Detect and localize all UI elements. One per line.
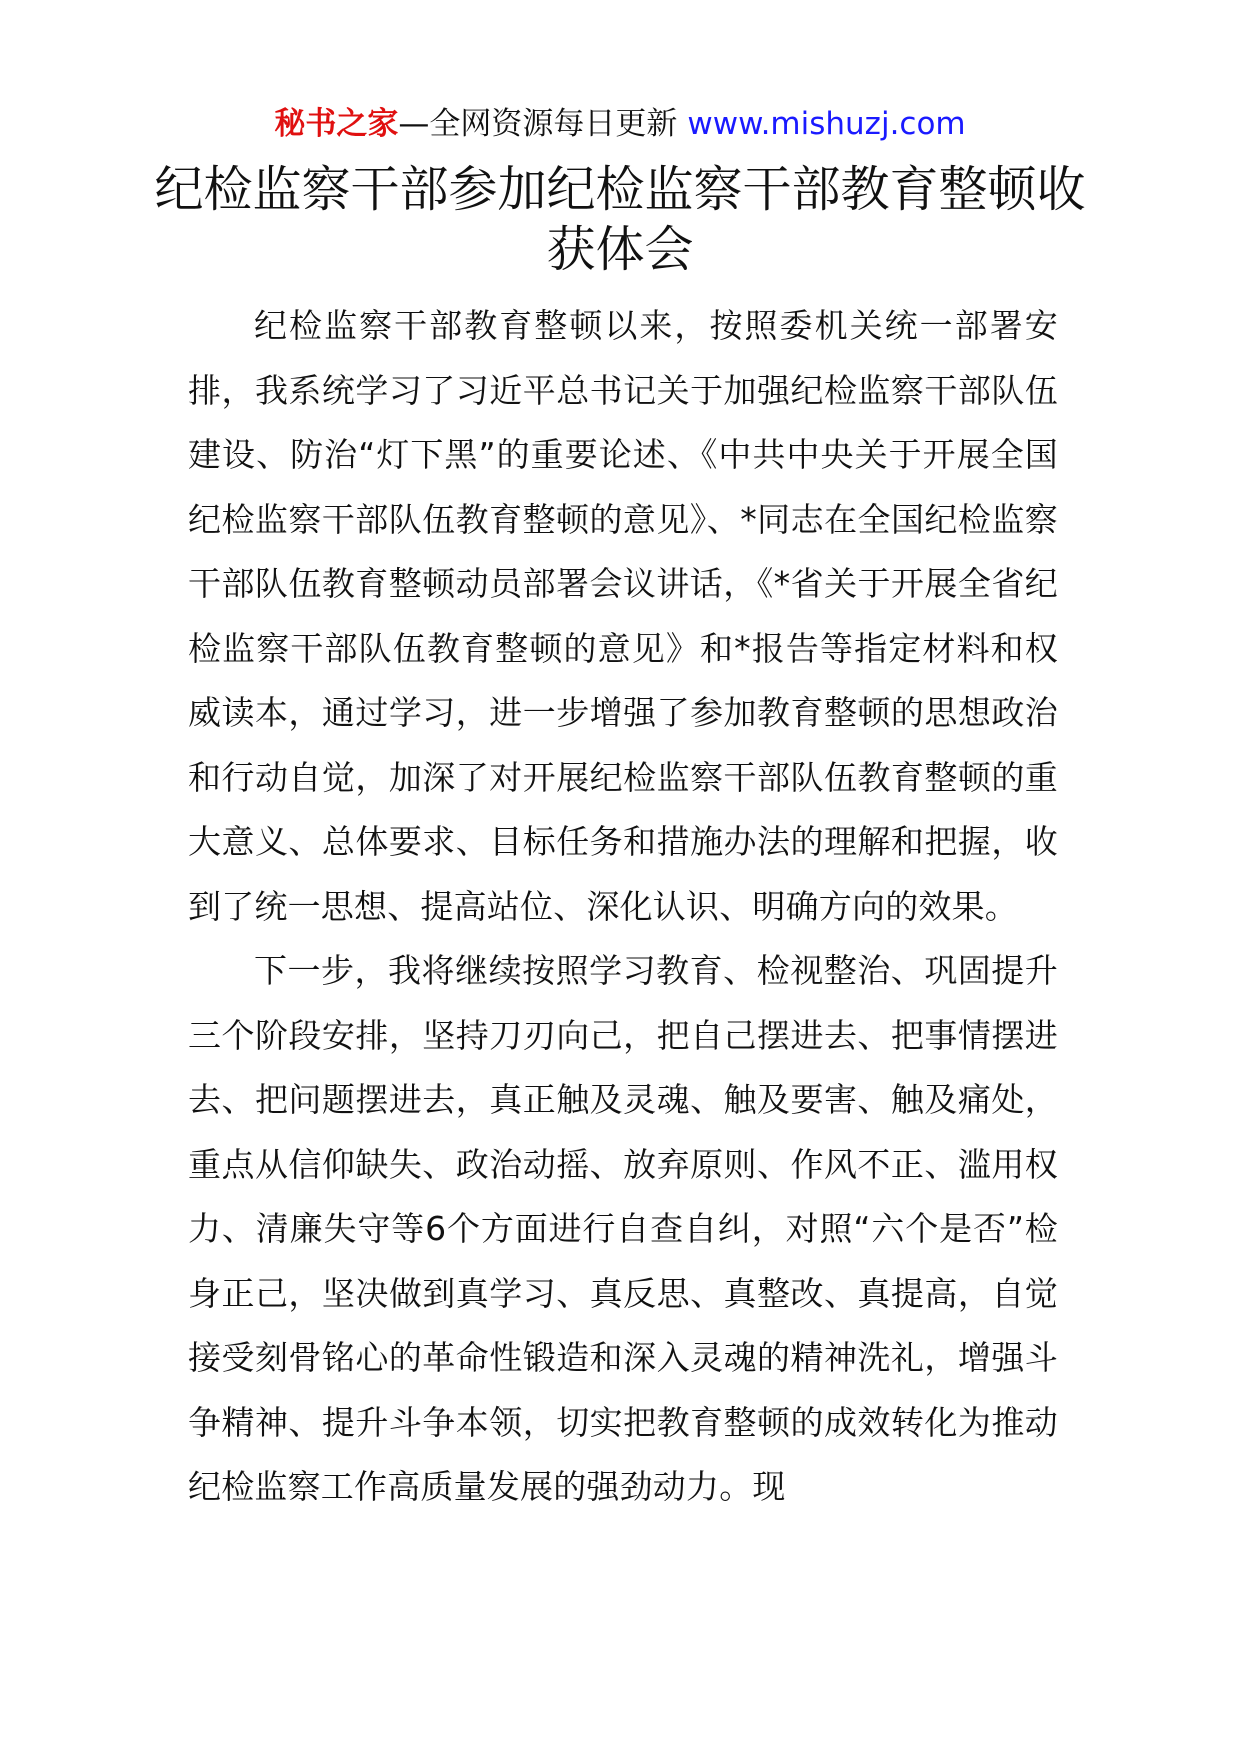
document-body (188, 294, 1058, 1520)
paragraph-1: 纪检监察干部教育整顿以来，按照委机关统一部署安排，我系统学习了习近平总书记关于加强纪检监察干部队伍建设、防治“灯下黑”的重要论述、《中共中央关于开展全国纪检监察干部队伍教育整顿的意见》、*同志在全国纪检监察干部队伍教育整顿动员部署会议讲话，《*省关于开展全省纪检监察干部队伍教育整顿的意见》和*报告等指定材料和权威读本，通过学习，进一步增强了参加教育整顿的思想政治和行动自觉，加深了对开展纪检监察干部队伍教育整顿的重大意义、总体要求、目标任务和措施办法的理解和把握，收到了统一思想、提高站位、深化认识、明确方向的效果。 (188, 306, 1058, 926)
site-header (0, 100, 1240, 148)
paragraph-2: 下一步，我将继续按照学习教育、检视整治、巩固提升三个阶段安排，坚持刀刃向己，把自己摆进去、把事情摆进去、把问题摆进去，真正触及灵魂、触及要害、触及痛处，重点从信仰缺失、政治动摇、放弃原则、作风不正、滥用权力、清廉失守等6个方面进行自查自纠，对照“六个是否”检身正己，坚决做到真学习、真反思、真整改、真提高，自觉接受刻骨铭心的革命性锻造和深入灵魂的精神洗礼，增强斗争精神、提升斗争本领，切实把教育整顿的成效转化为推动纪检监察工作高质量发展的强劲动力。现 (188, 951, 1058, 1506)
site-name: 秘书之家 (274, 106, 399, 142)
document-title: 纪检监察干部参加纪检监察干部教育整顿收获体会 (154, 161, 1086, 278)
site-tagline: —全网资源每日更新 (398, 106, 678, 142)
site-url-link[interactable]: www.mishuzj.com (687, 106, 966, 142)
